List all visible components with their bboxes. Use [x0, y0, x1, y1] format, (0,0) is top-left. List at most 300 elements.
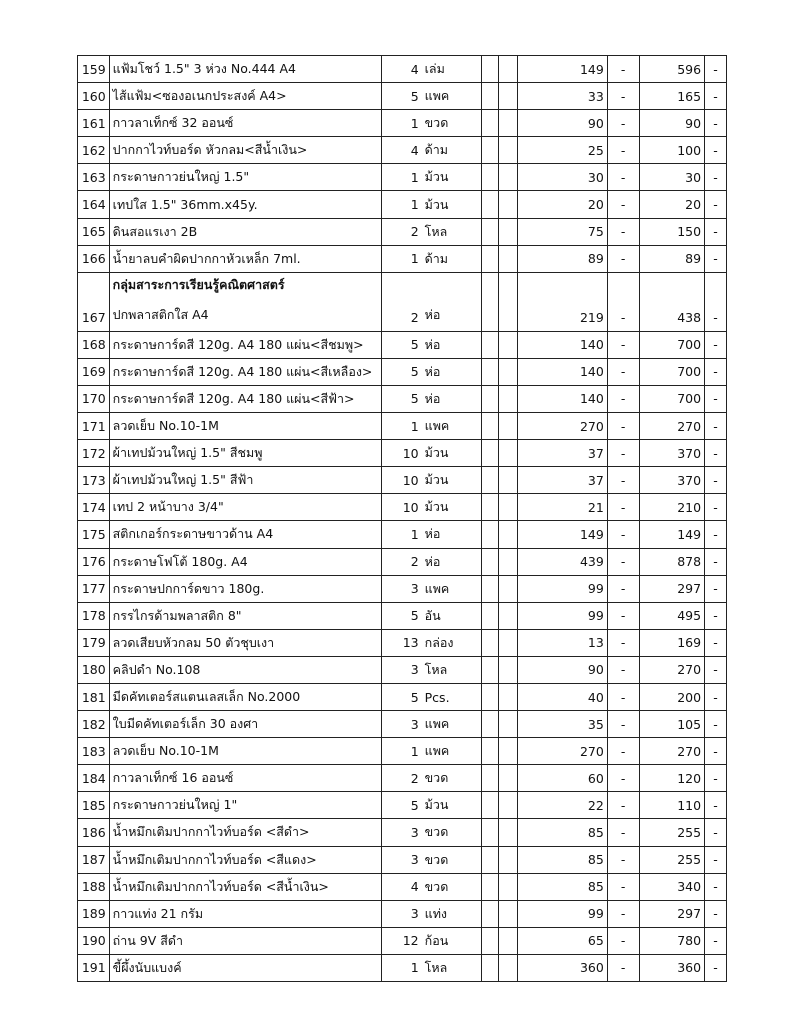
item-quantity: 4 — [381, 56, 421, 83]
item-unit: แพค — [422, 575, 482, 602]
blank-cell — [498, 602, 518, 629]
item-quantity: 5 — [381, 683, 421, 710]
blank-cell — [482, 711, 498, 738]
item-description: กระดาษการ์ดสี 120g. A4 180 แผ่น<สีฟ้า> — [109, 385, 381, 412]
total-satang: - — [705, 467, 727, 494]
item-quantity: 13 — [381, 629, 421, 656]
blank-cell — [482, 521, 498, 548]
total-price: 90 — [639, 110, 705, 137]
blank-cell — [482, 164, 498, 191]
item-quantity: 1 — [381, 191, 421, 218]
total-satang: - — [705, 56, 727, 83]
item-quantity: 4 — [381, 137, 421, 164]
unit-price: 219 — [518, 272, 608, 331]
item-number: 169 — [78, 358, 110, 385]
item-unit: โหล — [422, 954, 482, 981]
price-satang: - — [607, 440, 639, 467]
total-price: 169 — [639, 629, 705, 656]
item-number: 175 — [78, 521, 110, 548]
item-description: ขี้ผึ้งนับแบงค์ — [109, 954, 381, 981]
total-satang: - — [705, 765, 727, 792]
price-satang: - — [607, 819, 639, 846]
item-unit: ห่อ — [422, 272, 482, 331]
item-unit: ม้วน — [422, 440, 482, 467]
table-row — [78, 191, 727, 218]
price-satang: - — [607, 331, 639, 358]
item-number: 160 — [78, 83, 110, 110]
total-satang: - — [705, 83, 727, 110]
blank-cell — [482, 385, 498, 412]
item-unit: ม้วน — [422, 191, 482, 218]
unit-price: 37 — [518, 467, 608, 494]
total-satang: - — [705, 385, 727, 412]
item-quantity: 1 — [381, 245, 421, 272]
total-price: 200 — [639, 683, 705, 710]
table-row — [78, 954, 727, 981]
price-satang: - — [607, 792, 639, 819]
item-number: 182 — [78, 711, 110, 738]
item-quantity: 10 — [381, 494, 421, 521]
item-quantity: 5 — [381, 602, 421, 629]
table-row — [78, 765, 727, 792]
item-unit: แพค — [422, 738, 482, 765]
total-satang: - — [705, 656, 727, 683]
item-number: 163 — [78, 164, 110, 191]
item-description: กรรไกรด้ามพลาสติก 8" — [109, 602, 381, 629]
unit-price: 90 — [518, 110, 608, 137]
table-body — [78, 56, 727, 982]
total-satang: - — [705, 954, 727, 981]
item-description: กาวลาเท็กซ์ 32 ออนซ์ — [109, 110, 381, 137]
item-number: 190 — [78, 927, 110, 954]
item-unit: ด้าม — [422, 137, 482, 164]
blank-cell — [482, 738, 498, 765]
total-price: 780 — [639, 927, 705, 954]
item-quantity: 3 — [381, 900, 421, 927]
unit-price: 35 — [518, 711, 608, 738]
total-satang: - — [705, 164, 727, 191]
total-price: 89 — [639, 245, 705, 272]
unit-price: 21 — [518, 494, 608, 521]
total-price: 149 — [639, 521, 705, 548]
item-description: คลิปดำ No.108 — [109, 656, 381, 683]
blank-cell — [482, 467, 498, 494]
total-price: 495 — [639, 602, 705, 629]
item-description: ใบมีดคัทเตอร์เล็ก 30 องศา — [109, 711, 381, 738]
blank-cell — [482, 927, 498, 954]
blank-cell — [498, 245, 518, 272]
blank-cell — [498, 83, 518, 110]
price-satang: - — [607, 602, 639, 629]
item-number: 171 — [78, 413, 110, 440]
blank-cell — [498, 56, 518, 83]
blank-cell — [498, 819, 518, 846]
unit-price: 30 — [518, 164, 608, 191]
item-unit: ม้วน — [422, 792, 482, 819]
unit-price: 20 — [518, 191, 608, 218]
unit-price: 89 — [518, 245, 608, 272]
item-description: มีดคัทเตอร์สแตนเลสเล็ก No.2000 — [109, 683, 381, 710]
price-satang: - — [607, 629, 639, 656]
item-description: น้ำหมึกเติมปากกาไวท์บอร์ด <สีแดง> — [109, 846, 381, 873]
item-unit: ม้วน — [422, 164, 482, 191]
total-price: 370 — [639, 467, 705, 494]
item-quantity: 1 — [381, 954, 421, 981]
item-unit: แท่ง — [422, 900, 482, 927]
item-unit: ก้อน — [422, 927, 482, 954]
item-number: 191 — [78, 954, 110, 981]
blank-cell — [482, 548, 498, 575]
item-quantity: 1 — [381, 738, 421, 765]
item-unit: ม้วน — [422, 467, 482, 494]
blank-cell — [482, 900, 498, 927]
blank-cell — [482, 83, 498, 110]
table-row — [78, 602, 727, 629]
price-satang: - — [607, 927, 639, 954]
item-unit: ห่อ — [422, 548, 482, 575]
item-quantity: 2 — [381, 765, 421, 792]
total-price: 30 — [639, 164, 705, 191]
unit-price: 99 — [518, 575, 608, 602]
item-description: กระดาษกาวย่นใหญ่ 1.5" — [109, 164, 381, 191]
total-price: 100 — [639, 137, 705, 164]
price-satang: - — [607, 873, 639, 900]
total-satang: - — [705, 873, 727, 900]
item-description: กระดาษปกการ์ดขาว 180g. — [109, 575, 381, 602]
table-row — [78, 467, 727, 494]
price-satang: - — [607, 900, 639, 927]
item-description: แฟ้มโชว์ 1.5" 3 ห่วง No.444 A4 — [109, 56, 381, 83]
item-quantity: 2 — [381, 548, 421, 575]
price-satang: - — [607, 954, 639, 981]
blank-cell — [482, 191, 498, 218]
item-description — [109, 272, 381, 331]
table-row — [78, 218, 727, 245]
blank-cell — [498, 385, 518, 412]
total-price: 255 — [639, 819, 705, 846]
item-unit: โหล — [422, 218, 482, 245]
total-price: 20 — [639, 191, 705, 218]
item-unit: แพค — [422, 711, 482, 738]
table-row — [78, 137, 727, 164]
blank-cell — [482, 494, 498, 521]
blank-cell — [498, 954, 518, 981]
total-satang: - — [705, 819, 727, 846]
total-price: 270 — [639, 413, 705, 440]
blank-cell — [498, 656, 518, 683]
item-unit: ห่อ — [422, 358, 482, 385]
total-satang: - — [705, 245, 727, 272]
blank-cell — [482, 331, 498, 358]
total-satang: - — [705, 548, 727, 575]
price-satang: - — [607, 575, 639, 602]
item-unit: ขวด — [422, 110, 482, 137]
total-price: 297 — [639, 900, 705, 927]
price-satang: - — [607, 358, 639, 385]
table-row — [78, 413, 727, 440]
unit-price: 22 — [518, 792, 608, 819]
price-satang: - — [607, 245, 639, 272]
blank-cell — [482, 245, 498, 272]
total-price: 120 — [639, 765, 705, 792]
item-description: ถ่าน 9V สีดำ — [109, 927, 381, 954]
unit-price: 25 — [518, 137, 608, 164]
item-quantity: 5 — [381, 385, 421, 412]
item-unit: ห่อ — [422, 385, 482, 412]
item-number: 167 — [78, 272, 110, 331]
total-price: 297 — [639, 575, 705, 602]
item-number: 176 — [78, 548, 110, 575]
blank-cell — [482, 413, 498, 440]
item-quantity: 5 — [381, 331, 421, 358]
item-quantity: 5 — [381, 792, 421, 819]
unit-price: 75 — [518, 218, 608, 245]
item-quantity: 2 — [381, 218, 421, 245]
price-satang: - — [607, 83, 639, 110]
blank-cell — [498, 629, 518, 656]
total-satang: - — [705, 218, 727, 245]
item-unit: อัน — [422, 602, 482, 629]
item-description: เทป 2 หน้าบาง 3/4" — [109, 494, 381, 521]
table-row — [78, 164, 727, 191]
blank-cell — [482, 683, 498, 710]
table-row — [78, 683, 727, 710]
item-description: ลวดเย็บ No.10-1M — [109, 413, 381, 440]
total-satang: - — [705, 575, 727, 602]
item-quantity: 5 — [381, 83, 421, 110]
blank-cell — [498, 927, 518, 954]
total-price: 700 — [639, 331, 705, 358]
unit-price: 140 — [518, 385, 608, 412]
table-row — [78, 110, 727, 137]
table-row — [78, 900, 727, 927]
item-description: เทปใส 1.5" 36mm.x45y. — [109, 191, 381, 218]
item-unit: ห่อ — [422, 521, 482, 548]
item-number: 183 — [78, 738, 110, 765]
total-price: 370 — [639, 440, 705, 467]
table-row — [78, 927, 727, 954]
price-satang: - — [607, 846, 639, 873]
total-price: 340 — [639, 873, 705, 900]
supply-list-table — [77, 55, 727, 982]
item-quantity: 12 — [381, 927, 421, 954]
blank-cell — [498, 575, 518, 602]
item-quantity: 1 — [381, 521, 421, 548]
item-quantity: 3 — [381, 819, 421, 846]
table-row — [78, 385, 727, 412]
blank-cell — [498, 900, 518, 927]
item-number: 164 — [78, 191, 110, 218]
blank-cell — [482, 110, 498, 137]
item-description: กระดาษการ์ดสี 120g. A4 180 แผ่น<สีเหลือง> — [109, 358, 381, 385]
item-description: สติกเกอร์กระดาษขาวด้าน A4 — [109, 521, 381, 548]
item-description: ลวดเสียบหัวกลม 50 ตัวชุบเงา — [109, 629, 381, 656]
unit-price: 439 — [518, 548, 608, 575]
total-satang: - — [705, 440, 727, 467]
item-quantity: 1 — [381, 110, 421, 137]
blank-cell — [482, 765, 498, 792]
price-satang: - — [607, 711, 639, 738]
unit-price: 85 — [518, 846, 608, 873]
table-row — [78, 846, 727, 873]
total-satang: - — [705, 191, 727, 218]
price-satang: - — [607, 683, 639, 710]
table-row — [78, 711, 727, 738]
blank-cell — [498, 110, 518, 137]
item-description: กระดาษกาวย่นใหญ่ 1" — [109, 792, 381, 819]
item-description: กระดาษการ์ดสี 120g. A4 180 แผ่น<สีชมพู> — [109, 331, 381, 358]
total-satang: - — [705, 110, 727, 137]
blank-cell — [482, 602, 498, 629]
item-number: 187 — [78, 846, 110, 873]
blank-cell — [498, 494, 518, 521]
unit-price: 40 — [518, 683, 608, 710]
total-price: 165 — [639, 83, 705, 110]
price-satang: - — [607, 548, 639, 575]
unit-price: 270 — [518, 413, 608, 440]
item-description: ผ้าเทปม้วนใหญ่ 1.5" สีฟ้า — [109, 467, 381, 494]
item-description: ดินสอแรเงา 2B — [109, 218, 381, 245]
total-satang: - — [705, 137, 727, 164]
item-number: 189 — [78, 900, 110, 927]
item-quantity: 10 — [381, 467, 421, 494]
item-quantity: 10 — [381, 440, 421, 467]
blank-cell — [482, 358, 498, 385]
total-price: 270 — [639, 738, 705, 765]
blank-cell — [498, 331, 518, 358]
total-satang: - — [705, 711, 727, 738]
blank-cell — [482, 440, 498, 467]
price-satang: - — [607, 56, 639, 83]
blank-cell — [498, 218, 518, 245]
total-price: 150 — [639, 218, 705, 245]
table-row — [78, 548, 727, 575]
unit-price: 270 — [518, 738, 608, 765]
item-quantity: 3 — [381, 846, 421, 873]
blank-cell — [482, 137, 498, 164]
blank-cell — [482, 218, 498, 245]
item-number: 177 — [78, 575, 110, 602]
blank-cell — [498, 792, 518, 819]
blank-cell — [498, 846, 518, 873]
blank-cell — [498, 440, 518, 467]
price-satang: - — [607, 765, 639, 792]
blank-cell — [482, 272, 498, 331]
group-heading: กลุ่มสาระการเรียนรู้คณิตศาสตร์ — [112, 276, 285, 292]
unit-price: 140 — [518, 331, 608, 358]
unit-price: 140 — [518, 358, 608, 385]
item-quantity: 1 — [381, 164, 421, 191]
table-row — [78, 272, 727, 331]
table-row — [78, 575, 727, 602]
unit-price: 85 — [518, 819, 608, 846]
total-satang: - — [705, 846, 727, 873]
table-row — [78, 494, 727, 521]
item-quantity: 3 — [381, 656, 421, 683]
item-unit: ขวด — [422, 873, 482, 900]
total-price: 270 — [639, 656, 705, 683]
blank-cell — [482, 792, 498, 819]
unit-price: 90 — [518, 656, 608, 683]
item-description: น้ำหมึกเติมปากกาไวท์บอร์ด <สีน้ำเงิน> — [109, 873, 381, 900]
total-satang: - — [705, 927, 727, 954]
blank-cell — [498, 164, 518, 191]
table-row — [78, 358, 727, 385]
total-satang: - — [705, 358, 727, 385]
item-unit: ขวด — [422, 819, 482, 846]
blank-cell — [498, 413, 518, 440]
item-description: ไส้แฟ้ม<ซองอเนกประสงค์ A4> — [109, 83, 381, 110]
item-number: 179 — [78, 629, 110, 656]
total-price: 110 — [639, 792, 705, 819]
item-description: ลวดเย็บ No.10-1M — [109, 738, 381, 765]
item-number: 170 — [78, 385, 110, 412]
blank-cell — [498, 683, 518, 710]
total-satang: - — [705, 792, 727, 819]
table-row — [78, 656, 727, 683]
blank-cell — [482, 56, 498, 83]
price-satang: - — [607, 413, 639, 440]
blank-cell — [498, 738, 518, 765]
item-description: น้ำยาลบคำผิดปากกาหัวเหล็ก 7ml. — [109, 245, 381, 272]
table-row — [78, 440, 727, 467]
total-satang: - — [705, 683, 727, 710]
table-row — [78, 738, 727, 765]
unit-price: 33 — [518, 83, 608, 110]
item-number: 166 — [78, 245, 110, 272]
table-row — [78, 56, 727, 83]
item-description: กระดาษโฟโต้ 180g. A4 — [109, 548, 381, 575]
blank-cell — [498, 137, 518, 164]
table-row — [78, 873, 727, 900]
total-satang: - — [705, 413, 727, 440]
item-unit: ม้วน — [422, 494, 482, 521]
item-quantity: 1 — [381, 413, 421, 440]
item-number: 185 — [78, 792, 110, 819]
item-unit: ด้าม — [422, 245, 482, 272]
total-price: 255 — [639, 846, 705, 873]
total-satang: - — [705, 331, 727, 358]
price-satang: - — [607, 272, 639, 331]
item-number: 186 — [78, 819, 110, 846]
item-number: 162 — [78, 137, 110, 164]
table-row — [78, 792, 727, 819]
unit-price: 99 — [518, 900, 608, 927]
blank-cell — [498, 873, 518, 900]
price-satang: - — [607, 521, 639, 548]
table-row — [78, 245, 727, 272]
item-unit: เล่ม — [422, 56, 482, 83]
price-satang: - — [607, 738, 639, 765]
item-number: 181 — [78, 683, 110, 710]
unit-price: 149 — [518, 56, 608, 83]
item-quantity: 3 — [381, 575, 421, 602]
table-row — [78, 629, 727, 656]
item-unit: แพค — [422, 413, 482, 440]
item-number: 165 — [78, 218, 110, 245]
item-number: 172 — [78, 440, 110, 467]
item-number: 178 — [78, 602, 110, 629]
total-satang: - — [705, 900, 727, 927]
total-satang: - — [705, 738, 727, 765]
price-satang: - — [607, 164, 639, 191]
price-satang: - — [607, 218, 639, 245]
item-description: น้ำหมึกเติมปากกาไวท์บอร์ด <สีดำ> — [109, 819, 381, 846]
price-satang: - — [607, 385, 639, 412]
item-quantity: 2 — [381, 272, 421, 331]
blank-cell — [498, 467, 518, 494]
blank-cell — [498, 548, 518, 575]
